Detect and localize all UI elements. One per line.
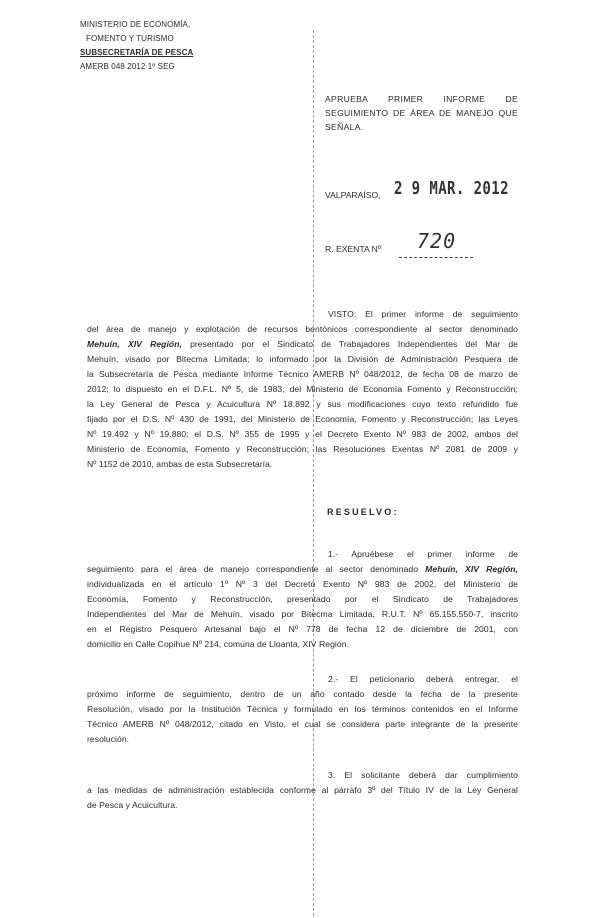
- article-3-line: de Pesca y Acuicultura.: [87, 800, 178, 810]
- article-3-line: a las medidas de administración establecida conforme al párrafo 3º del Título IV de la Ley General: [87, 785, 518, 795]
- article-3-intro: 3. El solicitante deberá dar cumplimiento: [328, 770, 518, 780]
- visto-line: Mehuín, visado por Bitecma Limitada; lo informado por la División de Administración Pesquera de: [87, 354, 518, 364]
- sector-name: Mehuín, XIV Región,: [87, 339, 182, 349]
- reference-code: AMERB 048 2012 1º SEG: [80, 62, 175, 71]
- article-1-line: en el Registro Pesquero Artesanal bajo el Nº 778 de fecha 12 de diciembre de 2001, con: [87, 624, 518, 634]
- visto-line: la Subsecretaría de Pesca mediante Informe Técnico AMERB Nº 048/2012, de fecha 08 de marzo de: [87, 369, 518, 379]
- article-1-line: individualizada en el artículo 1º Nº 3 del Decreto Exento Nº 983 de 2002, del Ministerio de: [87, 579, 518, 589]
- subject-line-2: SEGUIMIENTO DE ÁREA DE MANEJO QUE: [325, 108, 518, 118]
- visto-line: Nº 1152 de 2010, ambas de esta Subsecretaría.: [87, 459, 273, 469]
- resuelvo-heading: RESUELVO:: [327, 507, 399, 517]
- visto-intro: VISTO: El primer informe de seguimiento: [328, 309, 518, 319]
- article-1-intro: 1.- Apruébese el primer informe de: [328, 549, 518, 559]
- ministry-name: MINISTERIO DE ECONOMÍA,: [80, 20, 191, 29]
- article-1-line: [87, 562, 518, 577]
- visto-line: fijado por el D.S. Nº 430 de 1991, del Ministerio de Economía, Fomento y Reconstrucción; las Leyes: [87, 414, 518, 424]
- article-2-intro: 2.- El peticionario deberá entregar, el: [328, 674, 518, 684]
- article-1-line: Independientes del Mar de Mehuín, visado por Bitecma Limitada, R.U.T. Nº 65.155.550-7, inscrito: [87, 609, 518, 619]
- visto-line: la Ley General de Pesca y Acuicultura Nº 18.892 y sus modificaciones cuyo texto refundido fue: [87, 399, 518, 409]
- article-1-line-text: seguimiento para el área de manejo correspondiente al sector denominado: [87, 564, 426, 574]
- article-2-line: resolución.: [87, 734, 130, 744]
- ministry-name-2: FOMENTO Y TURISMO: [86, 34, 174, 43]
- visto-line: del área de manejo y explotación de recursos bentónicos correspondiente al sector denominado: [87, 324, 518, 334]
- place-label: VALPARAÍSO,: [325, 190, 381, 200]
- exempt-resolution-label: R. EXENTA Nº: [325, 244, 381, 254]
- visto-line: Ministerio de Economía, Fomento y Reconstrucción; las Resoluciones Exentas Nº 2081 de 2009 y: [87, 444, 518, 454]
- document-subject: [325, 92, 518, 134]
- article-2-line: Técnico AMERB Nº 048/2012, citado en Visto, el cual se considera parte integrante de la presente: [87, 719, 518, 729]
- visto-line: 2012; lo dispuesto en el D.F.L. Nº 5, de 1983, del Ministerio de Economía Fomento y Reconstrucción;: [87, 384, 518, 394]
- visto-line: Nº 19.492 y Nº 19.880; el D.S. Nº 355 de 1995 y el Decreto Exento Nº 983 de 2002, ambos del: [87, 429, 518, 439]
- article-1-line: domicilio en Calle Copihue Nº 214, comuna de Lloanta, XIV Región.: [87, 639, 349, 649]
- sector-name: Mehuín, XIV Región,: [425, 564, 518, 574]
- visto-line: [87, 337, 518, 352]
- article-3: [87, 768, 518, 813]
- subject-line-3: SEÑALA.: [325, 122, 364, 132]
- article-2-line: Resolución, visado por la Institución Técnica y formulado en los términos contenidos en el Informe: [87, 704, 518, 714]
- article-2: [87, 672, 518, 747]
- visto-paragraph: [87, 307, 518, 472]
- article-2-line: próximo informe de seguimiento, dentro de un año contado desde la fecha de la presente: [87, 689, 518, 699]
- visto-line-text: presentado por el Sindicato de Trabajadores Independientes del Mar de: [181, 339, 518, 349]
- article-1-line: Economía, Fomento y Reconstrucción, presentado por el Sindicato de Trabajadores: [87, 594, 518, 604]
- article-1: [87, 547, 518, 652]
- letterhead: [80, 18, 193, 74]
- exempt-resolution-number: 720: [417, 229, 457, 253]
- undersecretariat-name: SUBSECRETARÍA DE PESCA: [80, 48, 194, 57]
- number-underline: [399, 257, 473, 258]
- subject-line-1: APRUEBA PRIMER INFORME DE: [325, 94, 518, 104]
- date-stamp: 2 9 MAR. 2012: [394, 178, 509, 199]
